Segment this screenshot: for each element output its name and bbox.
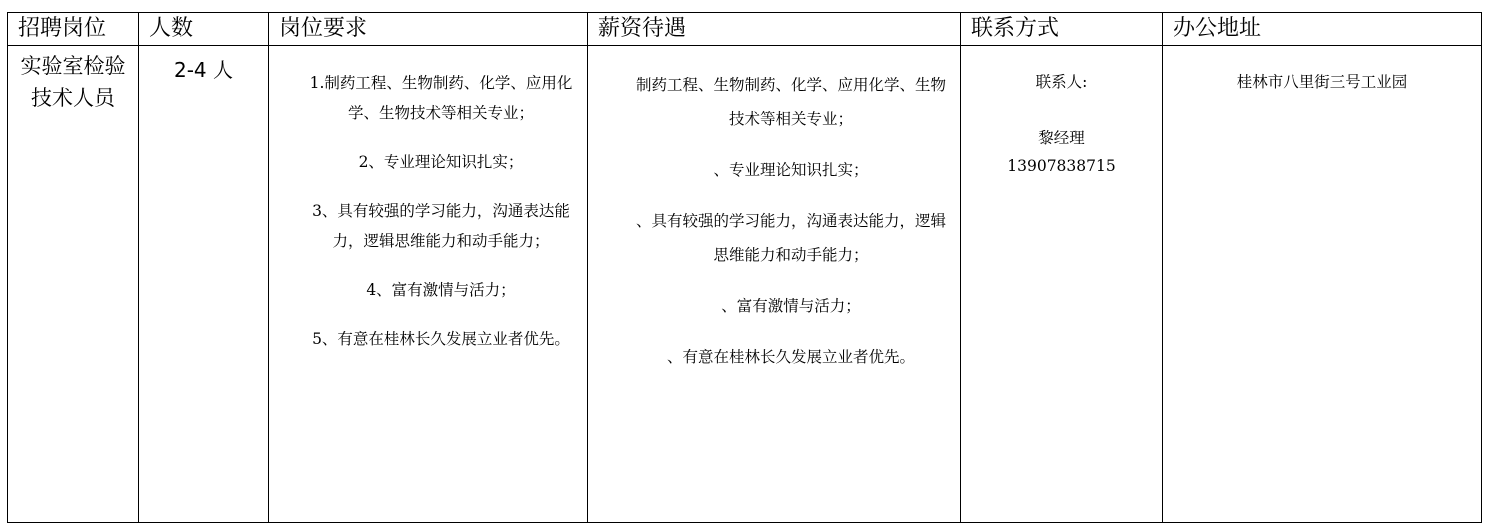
requirement-item: 3、具有较强的学习能力，沟通表达能力，逻辑思维能力和动手能力；	[312, 202, 570, 250]
requirement-item: 5、有意在桂林长久发展立业者优先。	[312, 330, 570, 348]
header-count: 人数	[139, 13, 269, 46]
contact-label: 联系人:	[1035, 73, 1088, 91]
header-address: 办公地址	[1163, 13, 1482, 46]
salary-item: 、专业理论知识扎实；	[713, 161, 869, 179]
table-row	[8, 46, 1482, 523]
salary-item: 、有意在桂林长久发展立业者优先。	[666, 348, 915, 366]
address-cell: 桂林市八里街三号工业园	[1163, 46, 1482, 523]
requirement-item: 1.制药工程、生物制药、化学、应用化学、生物技术等相关专业；	[309, 74, 573, 122]
header-contact: 联系方式	[961, 13, 1163, 46]
salary-item: 、具有较强的学习能力，沟通表达能力，逻辑思维能力和动手能力；	[635, 212, 946, 264]
header-requirements: 岗位要求	[269, 13, 588, 46]
requirements-cell	[269, 46, 588, 523]
salary-item: 、富有激情与活力；	[721, 297, 861, 315]
requirement-item: 2、专业理论知识扎实；	[358, 153, 524, 171]
count-cell: 2-4 人	[139, 46, 269, 523]
salary-cell	[588, 46, 961, 523]
position-cell: 实验室检验技术人员	[8, 46, 139, 523]
recruitment-table	[7, 12, 1482, 523]
header-row	[8, 13, 1482, 46]
contact-name: 黎经理	[1038, 129, 1085, 147]
contact-cell	[961, 46, 1163, 523]
salary-item: 制药工程、生物制药、化学、应用化学、生物技术等相关专业；	[635, 76, 946, 128]
contact-phone: 13907838715	[1007, 157, 1116, 175]
requirement-item: 4、富有激情与活力；	[366, 281, 516, 299]
header-salary: 薪资待遇	[588, 13, 961, 46]
header-position: 招聘岗位	[8, 13, 139, 46]
